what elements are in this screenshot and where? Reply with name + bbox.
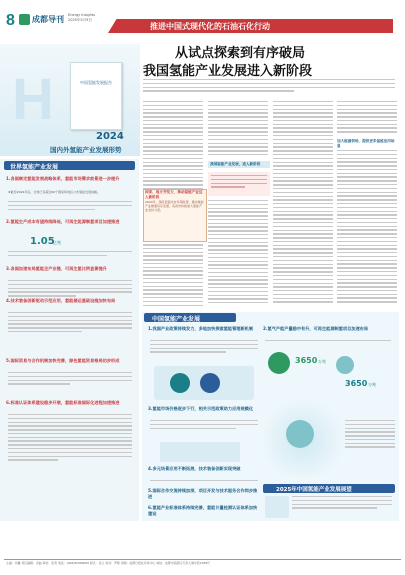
china-item-4-text <box>150 480 258 488</box>
production-stat-left-unit: 万吨 <box>318 359 326 364</box>
outlook-illustration <box>265 496 289 518</box>
china-item-3-head: 3.氢能市场价格逐步下行，相关示范政策助力应用规模化 <box>148 406 254 411</box>
china-item-4-head: 4.多元场景应用不断拓展，技术装备创新实现突破 <box>148 466 241 471</box>
hydrogen-h-graphic: H <box>12 67 54 132</box>
world-item-3-text <box>8 280 132 314</box>
paper-name: 成都导刊 <box>32 15 64 24</box>
production-stat-right-unit: 万吨 <box>368 382 376 387</box>
world-item-5-head: 5.国际贸易与合作机制加快完善，绿色氢能贸易格局初步形成 <box>6 358 120 363</box>
article-col-3 <box>273 101 333 310</box>
outlook-text <box>292 496 392 520</box>
article-col-1b <box>143 244 203 310</box>
production-stat-left: 3650 <box>295 356 318 365</box>
world-item-4-text <box>8 312 132 354</box>
world-item-5-text <box>8 372 132 400</box>
subhead-1: 我国氢能产业发展，进入新阶段 <box>210 162 261 166</box>
issue-date: 2025年5月9日 <box>68 18 92 22</box>
china-item-1-text <box>150 340 258 366</box>
headline-line1: 从试点探索到有序破局 <box>175 46 306 61</box>
callout-text: 2024年，国家层面出台多项政策，推动氢能产业健康有序发展，各省市持续加大氢能产业支持力度。 <box>145 200 204 213</box>
world-panel-title: 世界氢能产业发展 <box>10 164 59 171</box>
report-caption: 国内外氢能产业发展形势 <box>50 146 122 154</box>
page-number: 8 <box>6 12 15 29</box>
article-col-2 <box>208 101 268 161</box>
lead-paragraph <box>143 79 395 97</box>
shield-icon <box>200 373 220 393</box>
callout-title: 国家、地方齐发力，推动氢能产业迈入新阶段 <box>145 190 203 199</box>
world-item-6-text <box>8 414 132 516</box>
china-item-6-head: 6.氢能产业标准体系持续完善，氢能计量检测认证体系加快建设 <box>148 505 258 516</box>
china-item-5-head: 5.国际合作交流持续加深，项目开发与技术服务合作同步推进 <box>148 488 258 499</box>
world-item-4-head: 4.技术装备创新驱动示范应用，氢能储运基础设施加快布局 <box>6 298 116 303</box>
world-item-1-text <box>8 201 132 217</box>
price-chart-graphic <box>160 442 240 462</box>
china-item-3-text <box>150 420 258 440</box>
world-item-2-unit: 亿吨 <box>53 240 61 245</box>
fuel-tank-icon <box>286 420 314 448</box>
outlook-title: 2025年中国氢能产业发展展望 <box>276 487 352 493</box>
production-circle-right <box>336 356 354 374</box>
footer-rule <box>4 559 401 560</box>
top-banner-text: 推进中国式现代化的石油石化行动 <box>150 22 270 31</box>
article-col-4 <box>337 101 397 137</box>
world-item-6-head: 6.标准认证体系建设稳步开展，氢能标准国际化进程加速推进 <box>6 400 120 405</box>
world-item-1-sub: ★截至2024年底，全球已有超过60个国家和地区公布氢能发展战略。 <box>8 190 101 194</box>
world-item-2-stat: 1.05 <box>30 236 55 247</box>
report-year: 2024 <box>96 131 124 142</box>
subhead-2: 加大能源供给，提供更多氢能应用场景 <box>337 139 395 148</box>
world-item-1-head: 1.各国制定氢能发展战略体系，氢能市场需求前景进一步提升 <box>6 176 120 181</box>
world-item-3-head: 3.各国加速布局氢能全产业链、可再生氢比例显著提升 <box>6 266 107 271</box>
quote-text <box>211 175 267 195</box>
report-book <box>70 62 122 130</box>
china-item-1-head: 1.我国产业政策持续发力，多地加快探索氢能管理新机制 <box>148 326 254 331</box>
china-item-2-head: 2.氢气产能产量稳中有升，可再生能源制氢项目加速布局 <box>263 326 369 331</box>
production-circle-left <box>268 352 290 374</box>
article-col-4b <box>337 150 397 310</box>
headline-line2: 我国氢能产业发展进入新阶段 <box>143 64 313 79</box>
china-panel-title: 中国氢能产业发展 <box>152 316 201 323</box>
china-item-2-text <box>265 340 391 350</box>
world-item-2-head: 2.氢能生产成本有望持续降低，可再生能源制氢项目加速推进 <box>6 219 120 224</box>
world-item-2-text <box>8 251 132 265</box>
footer-text: 主编：许巍 责任编辑：邓曲 审校：张雪 电话：(028)82989000 版式：张立 校对：罗婷 印刷：成都日报社印务中心 地址：成都市高新区天府大道中段1388号 <box>6 561 210 565</box>
right-bullets <box>345 420 395 470</box>
logo-icon <box>19 14 30 25</box>
production-stat-right: 3650 <box>345 379 368 388</box>
document-icon <box>170 373 190 393</box>
paper-en: Energy Insights <box>68 13 96 17</box>
report-book-title: 中国氢能发展报告 <box>80 80 112 85</box>
article-col-2b <box>208 200 268 310</box>
